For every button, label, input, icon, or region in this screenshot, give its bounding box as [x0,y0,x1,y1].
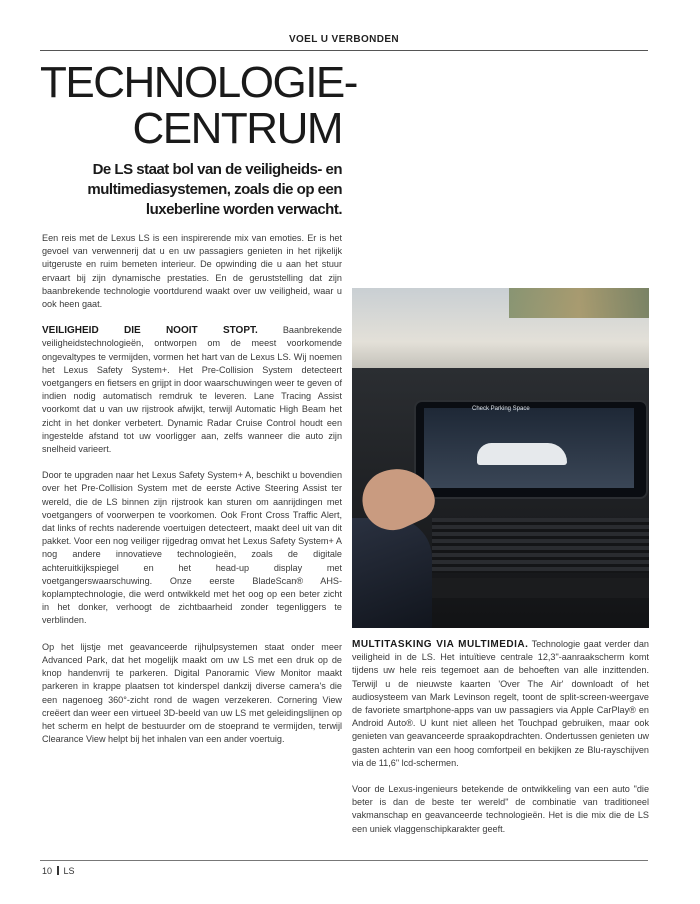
assist-paragraph: Op het lijstje met geavanceerde rijhulpsystemen staat onder meer Advanced Park, dat het mogelijk maakt om uw LS met een druk op de knop handenvrij te parkeren. Digital Panoramic View Monitor maakt parkeren in krappe plaatsen tot kinderspel dankzij diverse camera's die een nagenoeg 360°-zicht rond de wagen verzekeren. Cornering View creëert dan weer een virtueel 3D-beeld van uw LS met geleidingslijnen op het scherm en helpt de bestuurder om de stoeprand te vermijden, terwijl Clearance View helpt bij het inhalen van een ander voertuig. [42,641,342,745]
multimedia-heading: MULTITASKING VIA MULTIMEDIA. [352,639,529,650]
upgrade-paragraph: Door te upgraden naar het Lexus Safety System+ A, beschikt u bovendien over het Pre-Collision System met de eerste Active Steering Assist ter wereld, die de LS binnen zijn rijstrook kan sturen om aanrijdingen met voetgangers of voorwerpen te voorkomen. Ook Front Cross Traffic Alert, dat links of rechts naderende voertuigen detecteert, maakt deel uit van dit pakket. Voor een nog veiliger rijgedrag omvat het Lexus Safety System+ A nog andere innovatieve technologieën, zoals de digitale achteruitkijkspiegel en het head-up display met voetgangerswaarschuwing. Onze eerste BladeScan® AHS-koplamptechnologie, die werd ontwikkeld met het oog op een beter zicht in het donker, verhoogt de zichtbaarheid zonder tegenliggers te verblinden. [42,470,342,626]
multimedia-paragraph [352,638,649,770]
screen-text: Check Parking Space [472,406,530,412]
multimedia-text: Technologie gaat verder dan veiligheid in de LS. Het intuïtieve centrale 12,3"-aanraakscherm komt tijdens uw hele reis tegemoet aan de behoeften van alle inzittenden. Terwijl u de nieuwste kaarten 'Over The Air' downloadt of het audiosysteem van Mark Levinson regelt, toont de split-screen-weergave de favoriete smartphone-apps van uw passagiers via Apple CarPlay® en Android Auto®. U kunt niet alleen het Touchpad gebruiken, maar ook genieten van geavanceerde spraakopdrachten. Ondertussen genieten uw gasten achterin van een hoog comfortpeil en bekijken ze Blu-rayschijven via de 11,6" lcd-schermen. [352,639,649,768]
closing-paragraph: Voor de Lexus-ingenieurs betekende de ontwikkeling van een auto "die beter is dan de beste ter wereld" de combinatie van traditioneel vakmanschap en geavanceerde technologieën. Het is die mix die de LS een uniek vlaggenschipkarakter geeft. [352,784,649,834]
intro-paragraph: Een reis met de Lexus LS is een inspirerende mix van emoties. Er is het gevoel van verwennerij dat u en uw passagiers genieten in het rijkelijk uitgeruste en ruim bemeten interieur. De opwinding die u aan het stuur ervaart bij zijn dynamische prestaties. En de geruststelling dat zijn baanbrekende technologie voortdurend waakt over uw veiligheid, waar u ook heen gaat. [42,233,342,310]
footer-separator [57,866,59,875]
title-line-2: CENTRUM [132,104,342,153]
safety-text: Baanbrekende veiligheidstechnologieën, ontworpen om de meest voorkomende ongevaltypes te vermijden, vormen het hart van de Lexus LS. Wij noemen het Lexus Safety System+. Het Pre-Collision System detecteert voetgangers en fietsers en grijpt in door waarschuwingen weer te geven of indien nodig automatisch remdruk te leveren. Lane Tracing Assist voorkomt dat u van uw rijstrook afwijkt, terwijl Automatic High Beam het zicht in het donker verbetert. Dynamic Radar Cruise Control houdt een ingestelde afstand tot uw voorligger aan, zelfs wanneer die auto zijn snelheid varieert. [42,325,342,455]
right-column [352,638,649,849]
dashboard-photo [352,288,649,628]
photo-sky [352,288,649,378]
top-divider [40,50,648,51]
page-number: 10 [42,866,53,876]
page-footer [42,866,75,876]
section-label: VOEL U VERBONDEN [288,34,400,45]
car-render [477,443,567,465]
safety-paragraph [42,324,342,456]
arm-sleeve [352,518,432,628]
left-column [42,232,342,746]
subtitle: De LS staat bol van de veiligheids- en multimediasystemen, zoals die op een luxeberline worden verwacht. [87,161,342,218]
photo-trees [509,288,649,318]
page-title [40,58,357,153]
safety-heading: VEILIGHEID DIE NOOIT STOPT. [42,325,258,337]
air-vents [432,518,649,573]
footer-section: LS [63,866,75,876]
bottom-divider [40,860,648,861]
title-line-1: TECHNOLOGIE- [40,58,357,107]
left-stack [40,58,357,759]
control-buttons [412,578,649,598]
